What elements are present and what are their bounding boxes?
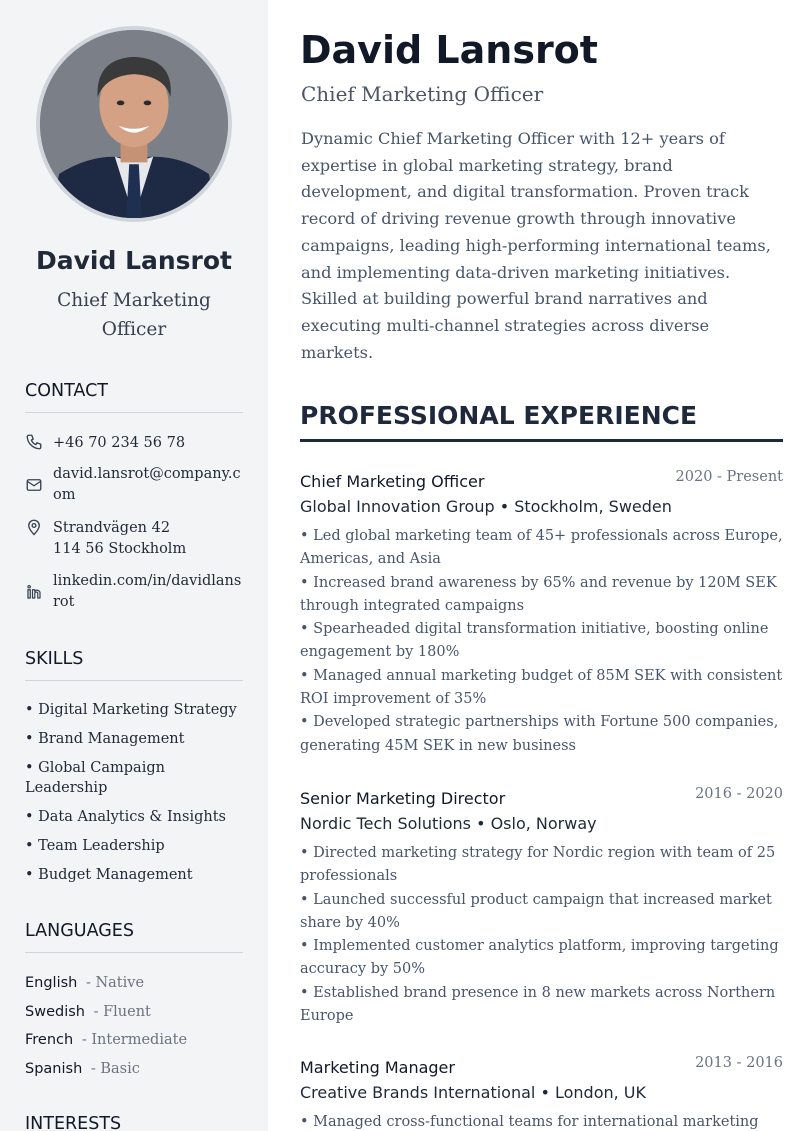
job-entry: [300, 1055, 783, 1131]
language-name: French: [25, 1032, 74, 1048]
skill-item: • Digital Marketing Strategy: [25, 702, 237, 718]
location-icon: [25, 518, 43, 536]
experience-heading: PROFESSIONAL EXPERIENCE: [300, 401, 783, 442]
portrait-illustration: [40, 30, 228, 218]
language-name: Swedish: [25, 1004, 85, 1020]
language-item: [25, 1002, 255, 1022]
phone-icon: [25, 433, 43, 451]
job-entry: [300, 786, 783, 1028]
job-bullet: • Directed marketing strategy for Nordic region with team of 25 professionals: [300, 845, 776, 885]
contact-address: [25, 518, 245, 560]
job-bullet: • Led global marketing team of 45+ professionals across Europe, Americas, and Asia: [300, 528, 783, 568]
skill-item: • Team Leadership: [25, 838, 165, 854]
job-bullet: • Developed strategic partnerships with Fortune 500 companies, generating 45M SEK in new business: [300, 714, 779, 754]
sidebar-title: [40, 286, 228, 344]
skill-item: • Budget Management: [25, 867, 193, 883]
interests-heading: INTERESTS: [25, 1114, 243, 1131]
job-date: 2016 - 2020: [695, 786, 783, 802]
job-bullet: • Managed cross-functional teams for international marketing: [300, 1114, 759, 1130]
address-line2: 114 56 Stockholm: [53, 541, 187, 557]
job-role: Senior Marketing Director: [300, 789, 506, 808]
main-name: David Lansrot: [300, 28, 598, 72]
skill-item: • Brand Management: [25, 731, 185, 747]
linkedin-text[interactable]: linkedin.com/in/davidlansrot: [53, 573, 242, 610]
contact-linkedin: [25, 571, 245, 613]
job-company: Creative Brands International • London, UK: [300, 1083, 646, 1102]
language-level: - Intermediate: [81, 1032, 188, 1048]
language-name: English: [25, 975, 78, 991]
job-bullets: [300, 842, 783, 1028]
job-role: Chief Marketing Officer: [300, 472, 485, 491]
contact-heading: CONTACT: [25, 381, 243, 413]
language-level: - Native: [85, 975, 145, 991]
job-bullet: • Increased brand awareness by 65% and revenue by 120M SEK through integrated campaigns: [300, 574, 777, 614]
job-entry: [300, 469, 783, 758]
skill-item: • Data Analytics & Insights: [25, 809, 226, 825]
sidebar-name: David Lansrot: [35, 246, 233, 275]
address-line1: Strandvägen 42: [53, 520, 171, 536]
skill-item: • Global Campaign Leadership: [25, 760, 165, 796]
job-bullet: • Spearheaded digital transformation initiative, boosting online engagement by 180%: [300, 621, 769, 661]
job-date: 2020 - Present: [675, 469, 783, 485]
sidebar-title-line1: Chief Marketing: [57, 290, 211, 311]
mail-icon: [25, 476, 43, 494]
contact-email: [25, 464, 245, 506]
main-title: Chief Marketing Officer: [301, 82, 544, 106]
phone-text[interactable]: +46 70 234 56 78: [53, 435, 186, 451]
email-text[interactable]: david.lansrot@company.com: [53, 466, 241, 503]
job-bullet: • Established brand presence in 8 new markets across Northern Europe: [300, 984, 776, 1025]
language-item: [25, 973, 255, 993]
sidebar: [0, 0, 268, 1131]
language-name: Spanish: [25, 1061, 83, 1077]
job-date: 2013 - 2016: [695, 1055, 783, 1071]
address-text: [53, 518, 186, 560]
language-level: - Basic: [90, 1061, 140, 1077]
language-item: [25, 1059, 255, 1079]
job-role: Marketing Manager: [300, 1058, 455, 1077]
languages-heading: LANGUAGES: [25, 921, 243, 953]
language-level: - Fluent: [93, 1004, 151, 1020]
language-item: [25, 1030, 255, 1050]
contact-phone: [25, 433, 245, 454]
job-bullet: • Launched successful product campaign that increased market share by 40%: [300, 891, 772, 931]
job-bullets: [300, 1111, 783, 1131]
job-bullet: • Managed annual marketing budget of 85M SEK with consistent ROI improvement of 35%: [300, 667, 783, 708]
job-company: Nordic Tech Solutions • Oslo, Norway: [300, 814, 597, 833]
job-company: Global Innovation Group • Stockholm, Sweden: [300, 497, 672, 516]
job-bullet: • Implemented customer analytics platform, improving targeting accuracy by 50%: [300, 938, 779, 978]
skills-heading: SKILLS: [25, 649, 243, 681]
job-bullets: [300, 525, 783, 758]
linkedin-icon: [25, 583, 43, 601]
sidebar-title-line2: Officer: [101, 319, 167, 340]
profile-photo: [36, 26, 232, 222]
summary-text: Dynamic Chief Marketing Officer with 12+ years of expertise in global marketing strategy, brand development, and digital transformation. Proven track record of driving revenue growth through innovative campaigns, leading high-performing international teams, and implementing data-driven marketing initiatives. Skilled at building powerful brand narratives and executing multi-channel strategies across diverse markets.: [301, 129, 771, 362]
